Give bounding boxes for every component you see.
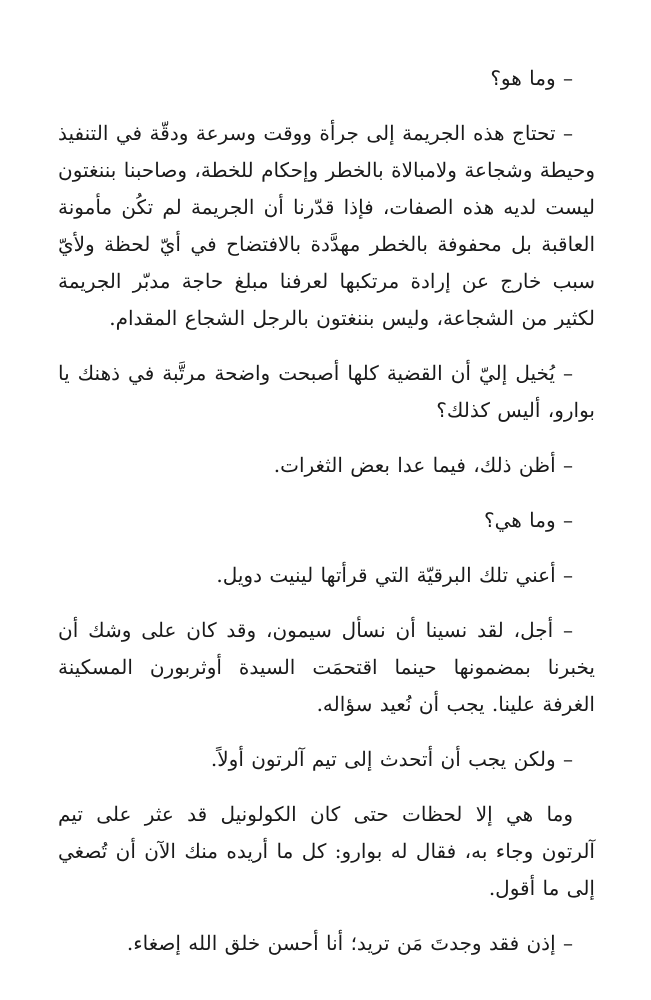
paragraph-crime-requirements: – تحتاج هذه الجريمة إلى جرأة ووقت وسرعة ودقّة في التنفيذ وحيطة وشجاعة ولامبالاة بالخطر وإحكام للخطة، وصاحبنا بننغتون ليست لديه هذه الصفات، فإذا قدّرنا أن الجريمة لم تكُن مأمونة العاقبة بل محفوفة بالخطر مهدَّدة بالافتضاح في أيّ لحظة ولأيّ سبب خارج عن إرادة مرتكبها لعرفنا مبلغ حاجة مدبّر الجريمة لكثير من الشجاعة، وليس بننغتون بالرجل الشجاع المقدام. bbox=[58, 121, 595, 330]
paragraph-telegram: – أعني تلك البرقيّة التي قرأتها لينيت دويل. bbox=[216, 563, 573, 587]
paragraph-gaps: – أظن ذلك، فيما عدا بعض الثغرات. bbox=[273, 453, 573, 477]
paragraph-talk-to-tim: – ولكن يجب أن أتحدث إلى تيم آلرتون أولاً. bbox=[210, 747, 573, 771]
paragraph-colonel-finds-tim: وما هي إلا لحظات حتى كان الكولونيل قد عثر على تيم آلرتون وجاء به، فقال له بوارو: كل ما أريده منك الآن أن تُصغي إلى ما أقول. bbox=[58, 802, 595, 900]
paragraph-what-is-it: – وما هو؟ bbox=[490, 66, 573, 90]
paragraph-what-are-they: – وما هي؟ bbox=[483, 508, 573, 532]
paragraph-case-clear: – يُخيل إليّ أن القضية كلها أصبحت واضحة مرتَّبة في ذهنك يا بوارو، أليس كذلك؟ bbox=[58, 361, 595, 422]
paragraph-best-listener: – إذن فقد وجدتَ مَن تريد؛ أنا أحسن خلق الله إصغاء. bbox=[126, 931, 573, 955]
paragraph-ask-simon: – أجل، لقد نسينا أن نسأل سيمون، وقد كان على وشك أن يخبرنا بمضمونها حينما اقتحمَت السيدة أوثربورن المسكينة الغرفة علينا. يجب أن نُعيد سؤاله. bbox=[58, 618, 595, 716]
